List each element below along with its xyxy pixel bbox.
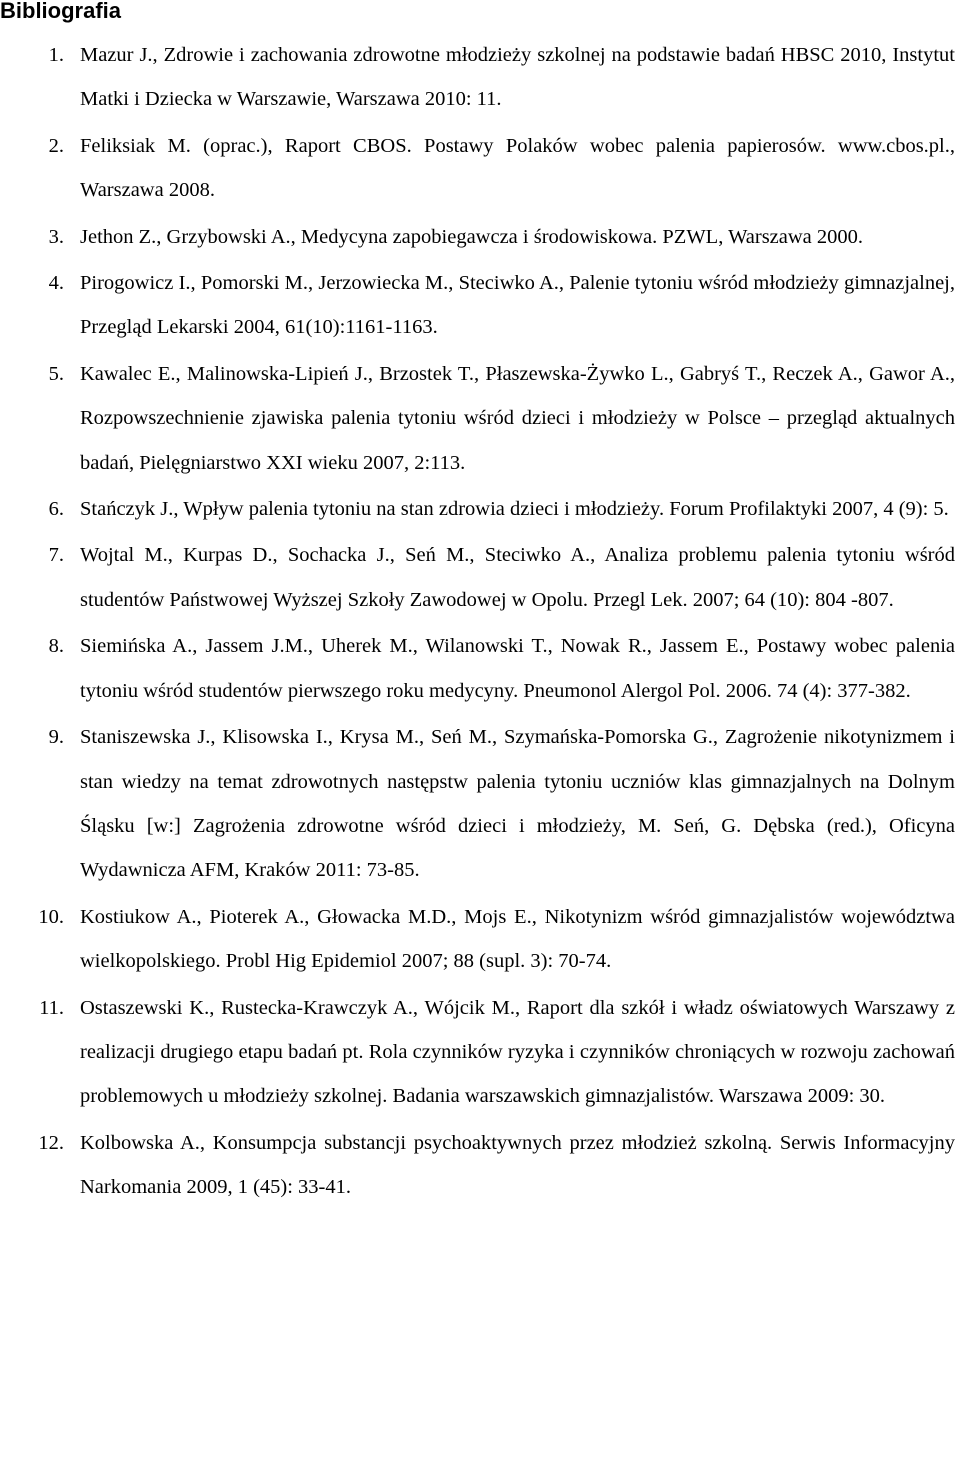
reference-item	[0, 715, 955, 893]
reference-text: Staniszewska J., Klisowska I., Krysa M., Seń M., Szymańska-Pomorska G., Zagrożenie nikotynizmem i stan wiedzy na temat zdrowotnych następstw palenia tytoniu uczniów klas gimnazjalnych na Dolnym Śląsku [w:] Zagrożenia zdrowotne wśród dzieci i młodzieży, M. Seń, G. Dębska (red.), Oficyna Wydawnicza AFM, Kraków 2011: 73-85.	[80, 726, 955, 882]
reference-item	[0, 124, 955, 213]
reference-text: Mazur J., Zdrowie i zachowania zdrowotne młodzieży szkolnej na podstawie badań HBSC 2010, Instytut Matki i Dziecka w Warszawie, Warszawa 2010: 11.	[80, 44, 955, 111]
reference-text: Jethon Z., Grzybowski A., Medycyna zapobiegawcza i środowiskowa. PZWL, Warszawa 2000.	[80, 225, 864, 248]
reference-item	[0, 33, 955, 122]
reference-item	[0, 624, 955, 713]
reference-item	[0, 533, 955, 622]
section-heading: Bibliografia	[0, 0, 122, 23]
reference-text: Kostiukow A., Pioterek A., Głowacka M.D., Mojs E., Nikotynizm wśród gimnazjalistów województwa wielkopolskiego. Probl Hig Epidemiol 2007; 88 (supl. 3): 70-74.	[80, 905, 955, 973]
reference-number: 9.	[48, 726, 64, 749]
reference-item	[0, 487, 955, 531]
reference-item	[0, 1121, 955, 1210]
reference-text: Siemińska A., Jassem J.M., Uherek M., Wilanowski T., Nowak R., Jassem E., Postawy wobec palenia tytoniu wśród studentów pierwszego roku medycyny. Pneumonol Alergol Pol. 2006. 74 (4): 377-382.	[80, 635, 955, 702]
reference-item	[0, 895, 955, 984]
reference-number: 12.	[38, 1131, 64, 1154]
reference-text: Kawalec E., Malinowska-Lipień J., Brzostek T., Płaszewska-Żywko L., Gabryś T., Reczek A., Gawor A., Rozpowszechnienie zjawiska palenia tytoniu wśród dzieci i młodzieży w Polsce – przegląd aktualnych badań, Pielęgniarstwo XXI wieku 2007, 2:113.	[80, 362, 955, 474]
reference-text: Stańczyk J., Wpływ palenia tytoniu na stan zdrowia dzieci i młodzieży. Forum Profilaktyki 2007, 4 (9): 5.	[80, 498, 949, 521]
reference-number: 3.	[48, 225, 64, 248]
reference-number: 1.	[48, 44, 64, 66]
bibliography-list	[0, 33, 955, 1212]
reference-number: 4.	[48, 272, 64, 295]
reference-text: Pirogowicz I., Pomorski M., Jerzowiecka M., Steciwko A., Palenie tytoniu wśród młodzieży gimnazjalnej, Przegląd Lekarski 2004, 61(10):1161-1163.	[80, 272, 955, 339]
reference-text: Ostaszewski K., Rustecka-Krawczyk A., Wójcik M., Raport dla szkół i władz oświatowych Warszawy z realizacji drugiego etapu badań pt. Rola czynników ryzyka i czynników chroniących w rozwoju zachowań problemowych u młodzieży szkolnej. Badania warszawskich gimnazjalistów. Warszawa 2009: 30.	[80, 996, 955, 1108]
reference-number: 7.	[48, 544, 64, 567]
reference-item	[0, 986, 955, 1119]
reference-number: 11.	[39, 996, 64, 1019]
reference-number: 8.	[48, 635, 64, 658]
reference-item	[0, 352, 955, 485]
reference-number: 6.	[48, 498, 64, 521]
reference-text: Kolbowska A., Konsumpcja substancji psychoaktywnych przez młodzież szkolną. Serwis Informacyjny Narkomania 2009, 1 (45): 33-41.	[80, 1131, 955, 1199]
reference-text: Wojtal M., Kurpas D., Sochacka J., Seń M., Steciwko A., Analiza problemu palenia tytoniu wśród studentów Państwowej Wyższej Szkoły Zawodowej w Opolu. Przegl Lek. 2007; 64 (10): 804 -807.	[80, 544, 955, 611]
reference-number: 5.	[48, 362, 64, 385]
reference-number: 2.	[48, 134, 64, 157]
reference-item	[0, 215, 955, 259]
reference-number: 10.	[38, 905, 64, 928]
reference-text: Feliksiak M. (oprac.), Raport CBOS. Postawy Polaków wobec palenia papierosów. www.cbos.pl., Warszawa 2008.	[80, 134, 955, 202]
reference-item	[0, 261, 955, 350]
